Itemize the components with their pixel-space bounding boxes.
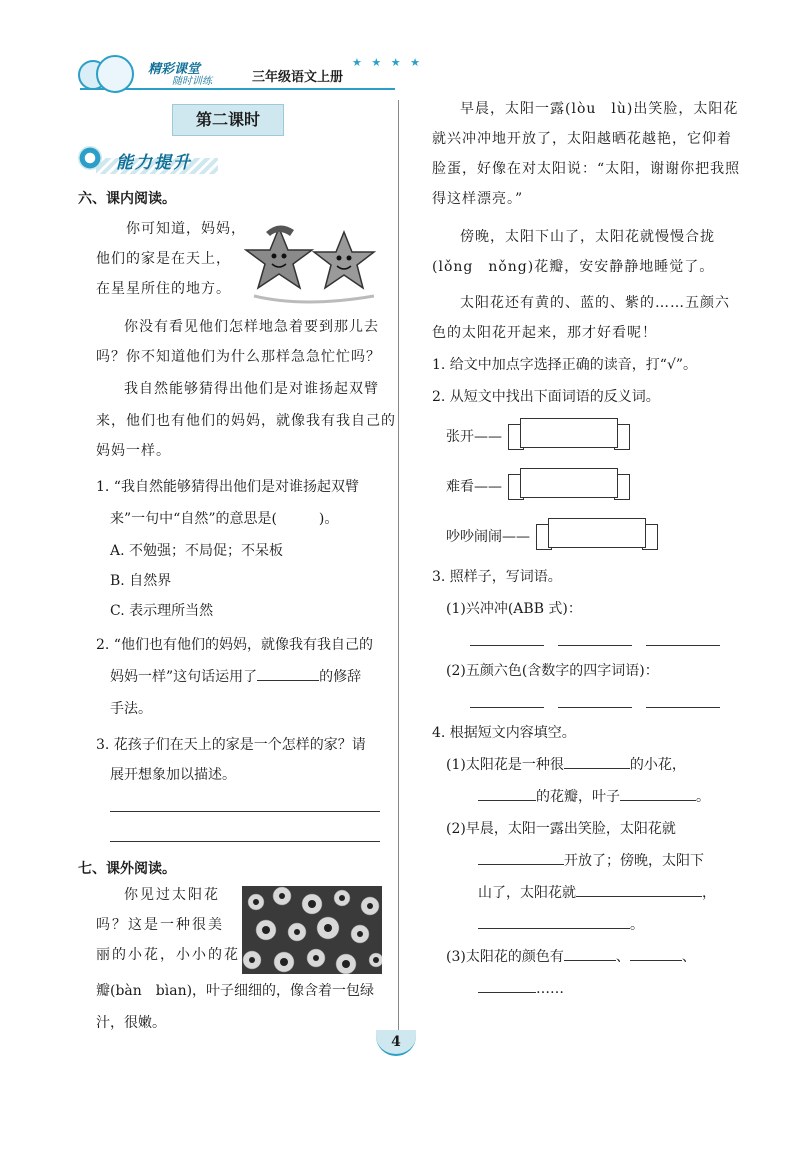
q4-text: 。 bbox=[696, 789, 710, 805]
option-b: B. 自然界 bbox=[110, 573, 172, 589]
answer-line[interactable] bbox=[470, 644, 544, 646]
answer-blank[interactable] bbox=[564, 944, 616, 961]
para-line: 来，他们也有他们的妈妈，就像我有我自己的 bbox=[96, 413, 396, 429]
answer-blank[interactable] bbox=[478, 976, 536, 993]
question-2: 2. “他们也有他们的妈妈，就像我有我自己的 bbox=[96, 637, 373, 653]
answer-blank[interactable] bbox=[257, 664, 319, 681]
answer-blank[interactable] bbox=[478, 912, 630, 929]
right-question-1: 1. 给文中加点字选择正确的读音，打“√”。 bbox=[432, 357, 698, 373]
para-line: 吗？你不知道他们为什么那样急急忙忙吗？ bbox=[96, 349, 381, 365]
q4-text: 。 bbox=[630, 917, 644, 933]
poem-line: 你可知道，妈妈， bbox=[126, 221, 246, 237]
antonym-label: 难看—— bbox=[446, 479, 502, 495]
question-1-cont: 来”一句中“自然”的意思是( )。 bbox=[110, 511, 339, 527]
para-line: 我自然能够猜得出他们是对谁扬起双臂 bbox=[124, 381, 379, 397]
para-line: 汁，很嫩。 bbox=[96, 1015, 166, 1031]
para-line: 傍晚，太阳下山了，太阳花就慢慢合拢 bbox=[460, 229, 715, 245]
option-c: C. 表示理所当然 bbox=[110, 603, 214, 619]
question-3-cont: 展开想象加以描述。 bbox=[110, 767, 236, 783]
poem-block bbox=[96, 214, 246, 304]
para-line: 早晨，太阳一露(lòu lù)出笑脸，太阳花 bbox=[460, 101, 739, 117]
answer-line[interactable] bbox=[470, 706, 544, 708]
header-book-title: 三年级语文上册 bbox=[252, 70, 344, 85]
q4-text: 的花瓣，叶子 bbox=[536, 789, 620, 805]
answer-blank[interactable] bbox=[576, 880, 702, 897]
column-divider bbox=[398, 100, 399, 1050]
sun-flower-photo bbox=[242, 886, 382, 974]
question-4-3-cont bbox=[478, 974, 564, 1004]
question-3-1: (1)兴冲冲(ABB 式)： bbox=[446, 601, 582, 617]
q4-text: (1)太阳花是一种很 bbox=[446, 757, 564, 773]
answer-blank[interactable] bbox=[564, 752, 630, 769]
q4-text: 山了，太阳花就 bbox=[478, 885, 576, 901]
header-brand: 精彩课堂 bbox=[148, 62, 201, 77]
answer-line[interactable] bbox=[110, 810, 380, 812]
answer-line[interactable] bbox=[558, 706, 632, 708]
antonym-label: 吵吵闹闹—— bbox=[446, 529, 530, 545]
question-4-2-cont bbox=[478, 846, 704, 876]
antonym-label: 张开—— bbox=[446, 429, 502, 445]
option-a: A. 不勉强；不局促；不呆板 bbox=[110, 543, 284, 559]
answer-blank[interactable] bbox=[620, 784, 696, 801]
star-decoration-icon: ★ ★ ★ ★ bbox=[352, 56, 423, 69]
q4-text: …… bbox=[536, 981, 564, 997]
answer-line[interactable] bbox=[646, 644, 720, 646]
right-para-2 bbox=[432, 222, 715, 282]
page-number: 4 bbox=[391, 1034, 401, 1050]
para-line: 色的太阳花开起来，那才好看呢！ bbox=[432, 325, 657, 341]
para-line: 妈妈一样。 bbox=[96, 443, 171, 459]
para-line: 太阳花还有黄的、蓝的、紫的……五颜六 bbox=[460, 295, 730, 311]
reading-para-2 bbox=[96, 312, 386, 342]
poem-line: 他们的家是在天上， bbox=[96, 251, 231, 267]
antonym-answer-box[interactable] bbox=[508, 418, 630, 454]
para-line: 得这样漂亮。” bbox=[432, 191, 524, 207]
section-banner: 能力提升 bbox=[116, 153, 192, 173]
q4-text: 的小花， bbox=[629, 757, 686, 773]
answer-blank[interactable] bbox=[478, 848, 564, 865]
star-cartoon-illustration bbox=[244, 218, 384, 308]
header-brand-sub: 随时训练 bbox=[172, 76, 212, 87]
question-2-end: 手法。 bbox=[110, 701, 152, 717]
answer-blank[interactable] bbox=[630, 944, 682, 961]
antonym-answer-box[interactable] bbox=[536, 518, 658, 554]
gear-icon bbox=[78, 146, 102, 170]
q4-text: 开放了；傍晚，太阳下 bbox=[564, 853, 704, 869]
poem-line: 在星星所住的地方。 bbox=[96, 281, 231, 297]
para-line: (lǒng nǒng)花瓣，安安静静地睡觉了。 bbox=[432, 259, 715, 275]
question-4-1 bbox=[446, 750, 686, 780]
q4-text: 、 bbox=[615, 949, 630, 965]
question-4-2: (2)早晨，太阳一露出笑脸，太阳花就 bbox=[446, 821, 676, 837]
para-line: 就兴冲冲地开放了，太阳越晒花越艳，它仰着 bbox=[432, 131, 732, 147]
header-circle-decoration bbox=[96, 55, 134, 93]
question-4-2-end bbox=[478, 910, 644, 940]
question-4-2-cont bbox=[478, 878, 716, 908]
para-line: 你见过太阳花 bbox=[124, 887, 220, 903]
para-line: 瓣(bàn bìan)，叶子细细的，像含着一包绿 bbox=[96, 983, 375, 999]
q2-text: 妈妈一样”这句话运用了 bbox=[110, 669, 258, 685]
section-heading-7: 七、课外阅读。 bbox=[78, 861, 176, 877]
right-question-2: 2. 从短文中找出下面词语的反义词。 bbox=[432, 389, 660, 405]
para-line: 丽的小花，小小的花 bbox=[96, 947, 240, 963]
question-2-cont bbox=[110, 662, 361, 692]
q2-text: 的修辞 bbox=[319, 669, 362, 685]
question-4-1-cont bbox=[478, 782, 710, 812]
q4-text: (3)太阳花的颜色有 bbox=[446, 949, 564, 965]
reading-block bbox=[96, 880, 240, 970]
question-3-2: (2)五颜六色(含数字的四字词语)： bbox=[446, 663, 659, 679]
para-line: 脸蛋，好像在对太阳说：“太阳，谢谢你把我照 bbox=[432, 161, 741, 177]
antonym-answer-box[interactable] bbox=[508, 468, 630, 504]
right-para-3 bbox=[432, 288, 730, 348]
q4-text: ， bbox=[702, 885, 716, 901]
answer-line[interactable] bbox=[110, 840, 380, 842]
question-3: 3. 花孩子们在天上的家是一个怎样的家？请 bbox=[96, 737, 366, 753]
right-question-4: 4. 根据短文内容填空。 bbox=[432, 725, 576, 741]
right-question-3: 3. 照样子，写词语。 bbox=[432, 569, 562, 585]
q4-text: 、 bbox=[681, 949, 696, 965]
section-heading-6: 六、课内阅读。 bbox=[78, 191, 176, 207]
para-line: 吗？这是一种很美 bbox=[96, 917, 224, 933]
question-4-3 bbox=[446, 942, 696, 972]
right-para-1 bbox=[432, 94, 740, 214]
answer-line[interactable] bbox=[646, 706, 720, 708]
answer-blank[interactable] bbox=[478, 784, 536, 801]
answer-line[interactable] bbox=[558, 644, 632, 646]
question-1: 1. “我自然能够猜得出他们是对谁扬起双臂 bbox=[96, 479, 359, 495]
lesson-title: 第二课时 bbox=[172, 104, 284, 136]
para-line: 你没有看见他们怎样地急着要到那儿去 bbox=[124, 319, 379, 335]
